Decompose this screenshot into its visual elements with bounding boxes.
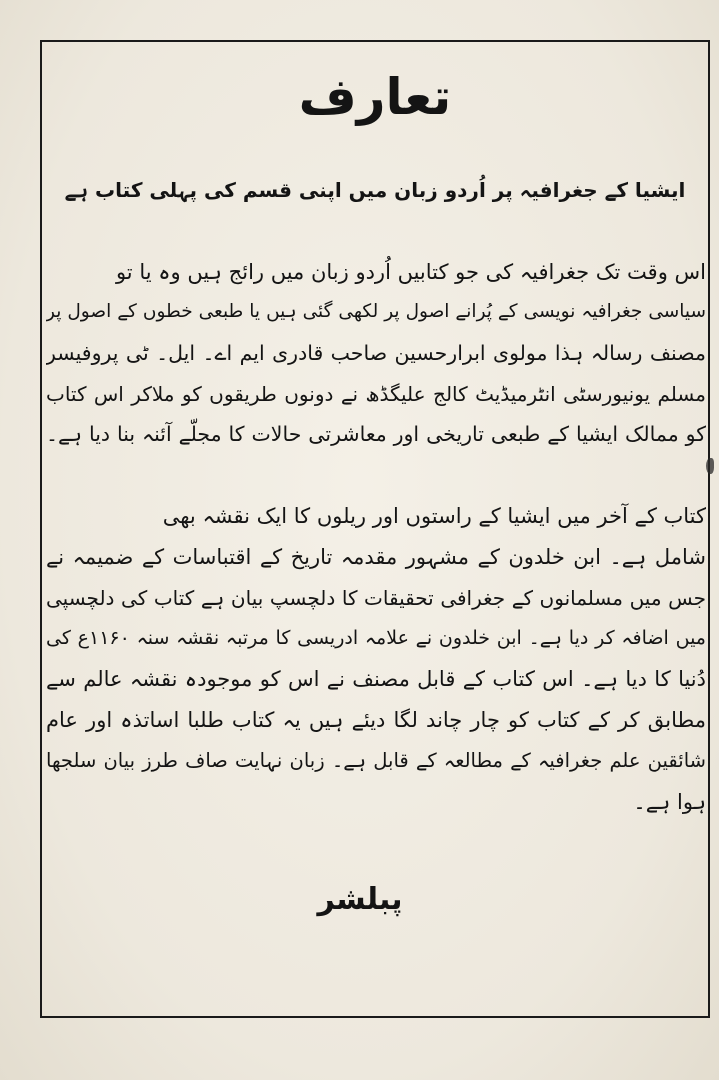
paragraph-2-line-5: دُنیا کا دیا ہے۔ اس کتاب کے قابل مصنف نے اس کو موجودہ نقشہ عالم سے: [46, 667, 706, 691]
page-subtitle: ایشیا کے جغرافیہ پر اُردو زبان میں اپنی قسم کی پہلی کتاب ہے: [64, 178, 686, 202]
paragraph-2-line-8: ہوا ہے۔: [633, 790, 706, 814]
paragraph-1-line-5: کو ممالک ایشیا کے طبعی تاریخی اور معاشرتی حالات کا مجلّے آئنہ بنا دیا ہے۔: [46, 422, 706, 446]
paragraph-2-line-1: کتاب کے آخر میں ایشیا کے راستوں اور ریلوں کا ایک نقشہ بھی: [162, 504, 706, 528]
paragraph-1-line-2: سیاسی جغرافیہ نویسی کے پُرانے اصول پر لکھی گئی ہیں یا طبعی خطوں کے اصول پر: [46, 301, 706, 322]
paragraph-2-line-4: میں اضافہ کر دیا ہے۔ ابن خلدون نے علامہ ادریسی کا مرتبہ نقشہ سنہ ۱۱۶۰ع کی: [46, 627, 706, 649]
ink-speck: [706, 458, 714, 474]
paragraph-2-line-6: مطابق کر کے کتاب کو چار چاند لگا دیئے ہیں یہ کتاب طلبا اساتذہ اور عام: [46, 708, 706, 732]
paragraph-2-line-2: شامل ہے۔ ابن خلدون کے مشہور مقدمہ تاریخ کے اقتباسات کے ضمیمہ نے: [46, 545, 706, 569]
paragraph-1-line-3: مصنف رسالہ ہذا مولوی ابرارحسین صاحب قادری ایم اے۔ ایل۔ ٹی پروفیسر: [46, 341, 706, 365]
paragraph-1-line-4: مسلم یونیورسٹی انٹرمیڈیٹ کالج علیگڈھ نے دونوں طریقوں کو ملاکر اس کتاب: [46, 382, 706, 406]
page-title: تعارف: [298, 68, 452, 126]
paragraph-2-line-7: شائقین علم جغرافیہ کے مطالعہ کے قابل ہے۔ زبان نہایت صاف طرز بیان سلجھا: [46, 749, 706, 772]
paragraph-2-line-3: جس میں مسلمانوں کے جغرافی تحقیقات کا دلچسپ بیان ہے کتاب کی دلچسپی: [46, 586, 706, 610]
paragraph-1-line-1: اس وقت تک جغرافیہ کی جو کتابیں اُردو زبان میں رائج ہیں وہ یا تو: [115, 260, 706, 284]
publisher-signature: پبلشر: [317, 882, 403, 917]
